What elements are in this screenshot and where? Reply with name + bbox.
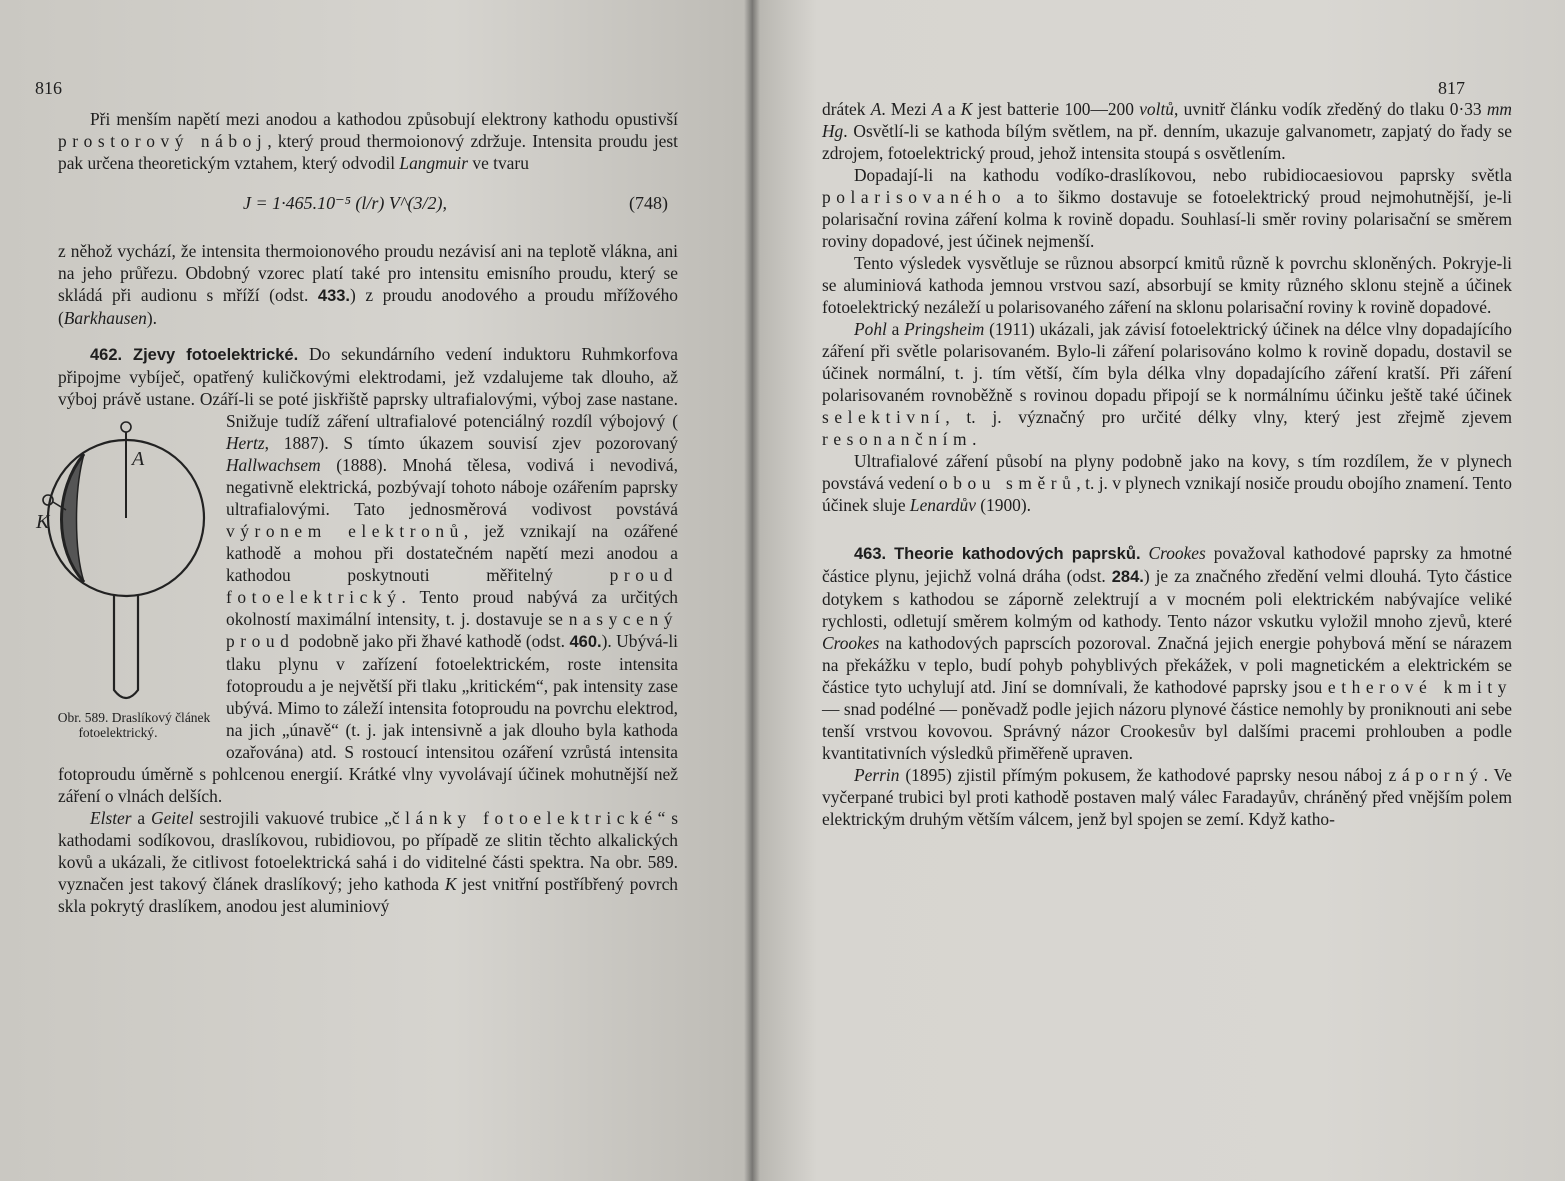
- section-title: Theorie kathodových paprsků.: [894, 545, 1141, 563]
- figure-label-cathode: K: [36, 511, 50, 533]
- paragraph-elster-geitel: Elster a Geitel sestrojili vakuové trubice „články fotoelektrické“ s kathodami sodíkovou, draslíkovou, rubidiovou, po případě ze slitin těchto alkalických kovů a ukázali, že citlivost fotoelektrická sahá i do viditelné části spektra. Na obr. 589. vyznačen jest takový článek draslíkový; jeho kathoda K jest vnitřní postříbřený povrch skla pokrytý draslíkem, anodou jest aluminiový: [58, 808, 678, 916]
- right-page: [752, 0, 1565, 1181]
- paragraph-perrin: Perrin (1895) zjistil přímým pokusem, že kathodové paprsky nesou náboj záporný. Ve vyčerpané trubici byl proti kathodě postaven malý válec Faradayův, chráněný před vnějším polem elektrickým druhým větším válcem, jenž byl spojen se zemí. Když katho-: [822, 765, 1513, 829]
- figure-label-anode: A: [132, 448, 145, 470]
- page-number: 817: [1438, 78, 1465, 98]
- section-title: Zjevy fotoelektrické.: [132, 346, 299, 364]
- book-gutter: [744, 0, 760, 1181]
- left-page: [0, 0, 752, 1181]
- paragraph-pohl-pringsheim: Pohl a Pringsheim (1911) ukázali, jak závisí fotoelektrický účinek na délce vlny dopadajícího záření při světle polarisovaném. Bylo-li záření polarisováno kolmo k rovině dopadu, dostavil se účinek normální, t. j. tím větší, čím byla délka vlny dopadajícího záření kratší. Při záření polarisovaném rovnoběžně s rovinou dopadu připojí se k normálnímu účinku ještě také účinek selektivní, t. j. význačný pro určité délky vlny, který jest zřejmě zjevem resonančním.: [822, 319, 1512, 449]
- section-463: 463. Theorie kathodových paprsků. Crookes považoval kathodové paprsky za hmotné částice plynu, jejichž volná dráha (odst. 284.) je za značného zředění velmi dlouhá. Tyto částice dotykem s kathodou se záporně zelektrují a v mocném poli elektrickém nabývajíce veliké rychlosti, odletují směrem kolmým od kathody. Tento názor vskutku vyložil mnoho zjevů, které Crookes na kathodových paprscích pozoroval. Značná jejich energie pohybová mění se nárazem na překážku v teplo, budí pohyb pohyblivých překážek, v poli magnetickém a elektrickém se částice tyto uchylují atd. Jiní se domnívali, že kathodové paprsky jsou etherové kmity — snad podélné — poněvadž podle jejich názoru plynové částice nemohly by proniknouti ani sebe tenší vrstvou kovovou. Správný názor Crookesův byl dalšími pracemi prohlouben a podle kvantitativních výsledků přiměřeně upraven.: [822, 543, 1513, 763]
- left-text-column: [36, 108, 679, 917]
- section-number: 462.: [90, 346, 123, 364]
- paragraph-cell-continued: drátek A. Mezi A a K jest batterie 100—200 voltů, uvnitř článku vodík zředěný do tlaku 0·33 mm Hg. Osvětlí-li se kathoda bílým světlem, na př. denním, ukazuje galvanometr, zapjatý do řady se zdrojem, fotoelektrický proud, jehož intensita stoupá s osvětlením.: [822, 99, 1512, 163]
- photocell-diagram: [18, 410, 218, 710]
- paragraph-polarised: Dopadají-li na kathodu vodíko-draslíkovou, nebo rubidiocaesiovou paprsky světla polarisovaného a to šikmo dostavuje se fotoelektrický proud nejmohutnější, je-li polarisační rovina záření kolma k rovině dopadu. Souhlasí-li směr roviny polarisační se směrem roviny dopadové, jest účinek nejmenší.: [822, 165, 1512, 251]
- section-number: 463.: [854, 545, 887, 563]
- paragraph-lenard: Ultrafialové záření působí na plyny podobně jako na kovy, s tím rozdílem, že v plynech povstává vedení obou směrů, t. j. v plynech vznikají nosiče proudu obojího znamení. Tento účinek sluje Lenardův (1900).: [822, 451, 1512, 515]
- figure-caption: Obr. 589. Draslíkový článek fotoelektrický.: [57, 710, 211, 740]
- equation-748: [58, 178, 678, 238]
- page-number: 816: [35, 78, 62, 98]
- equation-formula: J = 1·465.10⁻⁵ (l/r) V^(3/2),: [243, 193, 447, 213]
- paragraph-emission: z něhož vychází, že intensita thermoionového proudu nezávisí ani na teplotě vlákna, ani na jeho průřezu. Obdobný vzorec platí také pro intensitu emisního proudu, který se skládá při audionu s mříží (odst. 433.) z proudu anodového a proudu mřížového (Barkhausen).: [58, 241, 678, 328]
- section-462: 462. Zjevy fotoelektrické. Do sekundárního vedení induktoru Ruhmkorfova připojme vybíječ, opatřený kuličkovými elektrodami, jež vzdalujeme tak dlouho, až výboj právě ustane. Ozáří-li se poté jiskřiště paprsky ultrafialovými, výboj zase nastane. Snižuje tudíž záření ultrafialové potenciálný rozdíl výbojový ( A K Obr. 589. Draslíkový článek fotoelektrický. Hertz, 1887). S tímto úkazem souvisí zjev pozorovaný Hallwachsem (1888). Mnohá tělesa, vodivá i nevodivá, negativně elektrická, pozbývají tohoto náboje ozářením paprsky ultrafialovými. Tato jednosměrová vodivost povstává výronem elektronů, jež vznikají na ozářené kathodě a mohou při dostatečném napětí mezi anodou a kathodou poskytnouti měřitelný proud fotoelektrický. Tento proud nabývá za určitých okolností maximální intensity, t. j. dostavuje se nasycený proud podobně jako při žhavé kathodě (odst. 460.). Ubývá-li tlaku plynu v zařízení fotoelektrickém, roste intensita fotoproudu a je největší při tlaku „kritickém“, pak intensity zase ubývá. Mimo to záleží intensita fotoproudu na povrchu elektrod, na jich „únavě“ (t. j. jak intensivně a jak dlouho byla kathoda ozařována) atd. S rostoucí intensitou ozáření vzrůstá intensita fotoproudu úměrně s pohlcenou energií. Krátké vlny vyvolávají účinek mohutnější než záření o vlnách delších.: [58, 343, 678, 807]
- right-text-column: [822, 98, 1512, 830]
- figure-589: [18, 410, 218, 755]
- paragraph-langmuir: Při menším napětí mezi anodou a kathodou způsobují elektrony kathodu opustivší prostorový náboj, který proud thermoionový zdržuje. Intensita proudu jest pak určena theoretickým vztahem, který odvodil Langmuir ve tvaru: [58, 109, 678, 173]
- paragraph-absorption: Tento výsledek vysvětluje se různou absorpcí kmitů různě k povrchu skloněných. Pokryje-li se aluminiová kathoda jemnou vrstvou sazí, absorbují se kmity různého sklonu stejně a účinek fotoelektrický nezáleží u polarisovaného záření na sklonu polarisační roviny k rovině dopadové.: [822, 253, 1512, 317]
- equation-number: (748): [629, 193, 668, 213]
